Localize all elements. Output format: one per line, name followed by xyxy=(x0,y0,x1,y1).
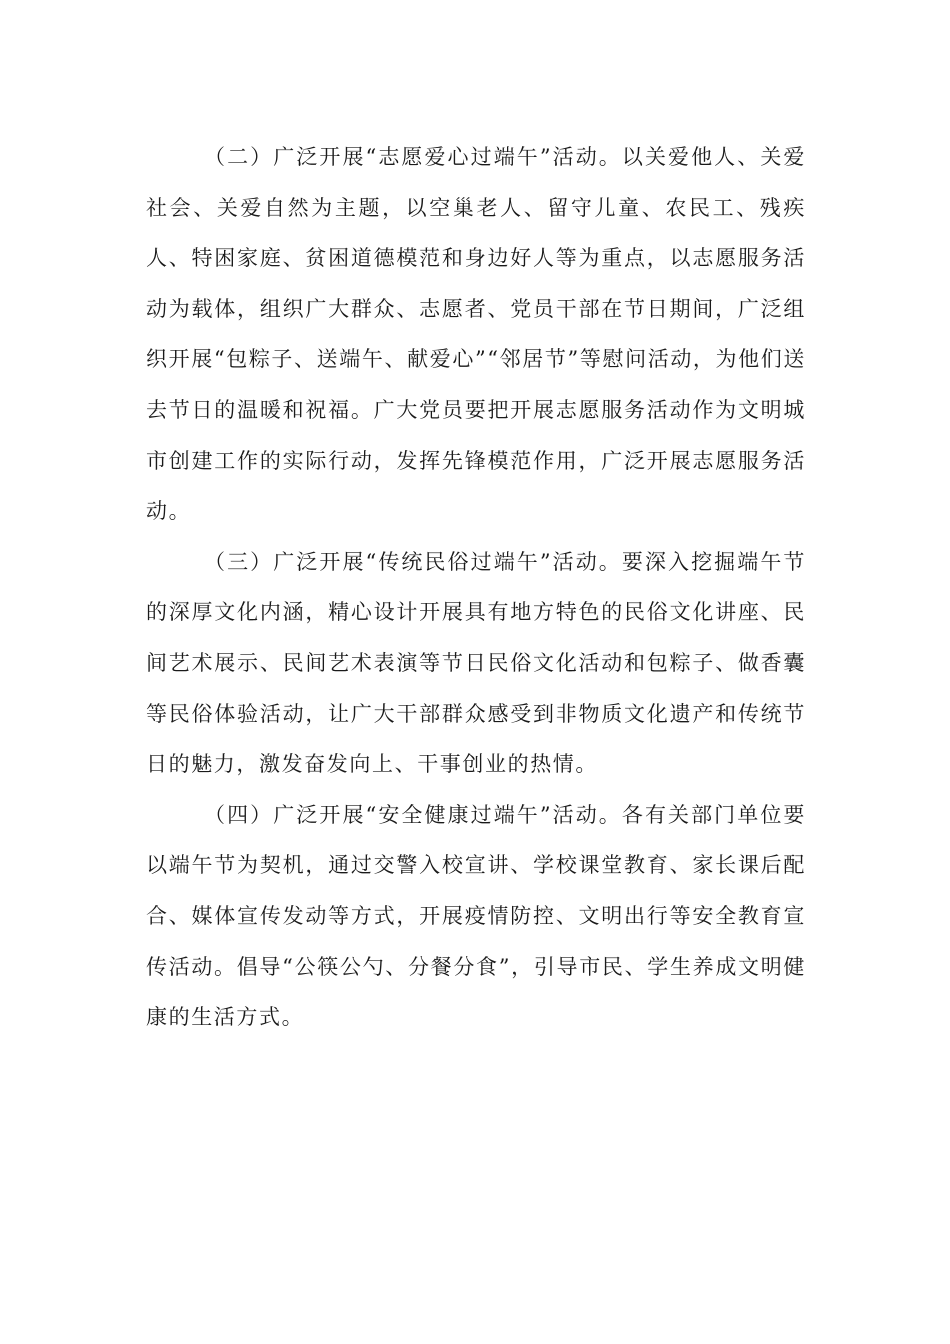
paragraph-section-3: （三）广泛开展“传统民俗过端午”活动。要深入挖掘端午节的深厚文化内涵，精心设计开展具有地方特色的民俗文化讲座、民间艺术展示、民间艺术表演等节日民俗文化活动和包粽子、做香囊等民俗体验活动，让广大干部群众感受到非物质文化遗产和传统节日的魅力，激发奋发向上、干事创业的热情。 xyxy=(146,549,806,777)
paragraph-section-2: （二）广泛开展“志愿爱心过端午”活动。以关爱他人、关爱社会、关爱自然为主题，以空巢老人、留守儿童、农民工、残疾人、特困家庭、贫困道德模范和身边好人等为重点，以志愿服务活动为载体，组织广大群众、志愿者、党员干部在节日期间，广泛组织开展“包粽子、送端午、献爱心”“邻居节”等慰问活动，为他们送去节日的温暖和祝福。广大党员要把开展志愿服务活动作为文明城市创建工作的实际行动，发挥先锋模范作用，广泛开展志愿服务活动。 xyxy=(146,145,806,524)
paragraph-section-4: （四）广泛开展“安全健康过端午”活动。各有关部门单位要以端午节为契机，通过交警入校宣讲、学校课堂教育、家长课后配合、媒体宣传发动等方式，开展疫情防控、文明出行等安全教育宣传活动。倡导“公筷公勺、分餐分食”，引导市民、学生养成文明健康的生活方式。 xyxy=(146,802,806,1030)
document-body xyxy=(146,132,806,1043)
